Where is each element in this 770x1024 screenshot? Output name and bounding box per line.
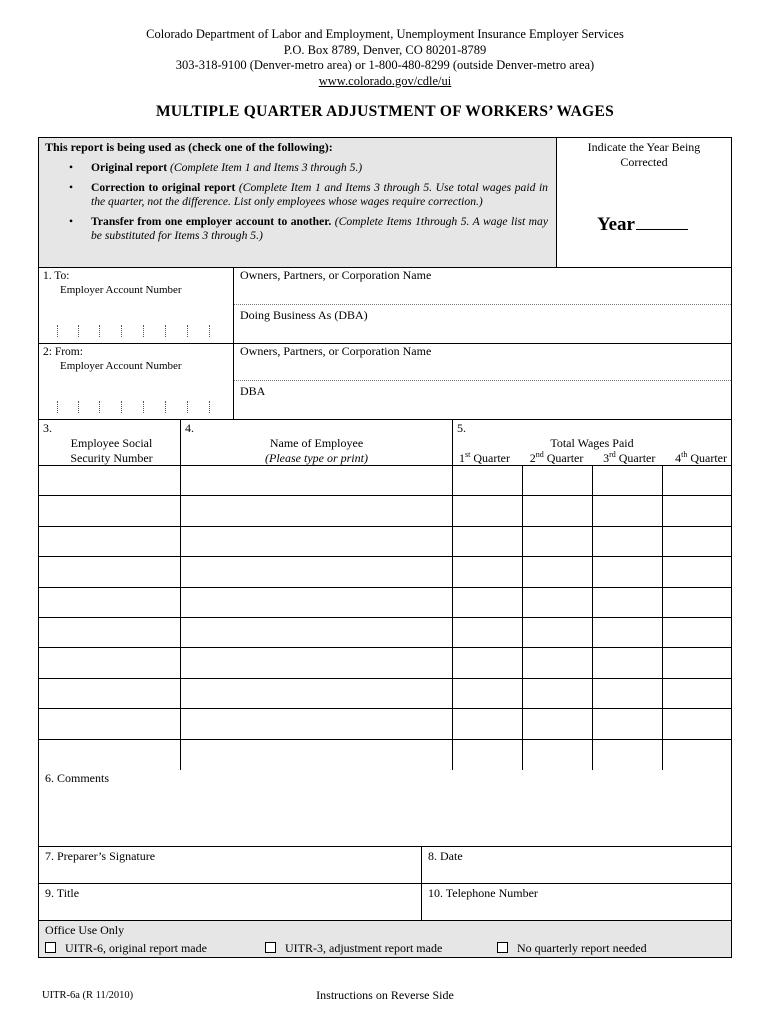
- employee-name-cell[interactable]: [181, 709, 453, 738]
- quarter-1-label: 1st Quarter: [459, 450, 510, 465]
- form-title: MULTIPLE QUARTER ADJUSTMENT OF WORKERS’ WAGES: [155, 103, 615, 120]
- year-blank[interactable]: [636, 214, 688, 230]
- quarter-1-cell[interactable]: [453, 648, 523, 677]
- table-row: [39, 588, 731, 618]
- date-label: 8. Date: [428, 848, 463, 863]
- quarter-3-cell[interactable]: [593, 679, 663, 708]
- quarter-2-cell[interactable]: [523, 527, 593, 556]
- checkbox-icon[interactable]: [45, 942, 56, 953]
- ssn-cell[interactable]: [39, 527, 181, 556]
- table-row: [39, 527, 731, 557]
- quarter-1-cell[interactable]: [453, 740, 523, 770]
- from-account-label: Employer Account Number: [60, 360, 182, 372]
- signature-label: 7. Preparer’s Signature: [45, 848, 156, 863]
- quarter-1-cell[interactable]: [453, 557, 523, 586]
- quarter-1-cell[interactable]: [453, 709, 523, 738]
- employee-name-cell[interactable]: [181, 466, 453, 495]
- to-owner-field[interactable]: [234, 268, 731, 305]
- quarter-2-cell[interactable]: [523, 679, 593, 708]
- quarter-4-cell[interactable]: [663, 709, 731, 738]
- quarter-4-cell[interactable]: [663, 496, 731, 525]
- item-4-number: 4.: [185, 421, 194, 435]
- from-owner-field[interactable]: [234, 344, 731, 381]
- quarter-3-cell[interactable]: [593, 740, 663, 770]
- agency-url[interactable]: www.colorado.gov/cdle/ui: [318, 73, 452, 88]
- office-options: [45, 940, 725, 956]
- employee-name-cell[interactable]: [181, 618, 453, 647]
- year-corrected-box: [557, 138, 731, 267]
- employee-name-cell[interactable]: [181, 527, 453, 556]
- quarter-2-cell[interactable]: [523, 648, 593, 677]
- agency-address: P.O. Box 8789, Denver, CO 80201-8789: [283, 42, 487, 57]
- ssn-cell[interactable]: [39, 648, 181, 677]
- ssn-cell[interactable]: [39, 557, 181, 586]
- ssn-cell[interactable]: [39, 496, 181, 525]
- option-correction-report[interactable]: • Correction to original report (Complete Item 1 and Items 3 through 5. Use total wages paid in the quarter, not the difference. List only employees whose wages require correction.): [69, 180, 548, 209]
- quarter-4-cell[interactable]: [663, 588, 731, 617]
- quarter-2-cell[interactable]: [523, 618, 593, 647]
- quarter-1-cell[interactable]: [453, 466, 523, 495]
- date-field[interactable]: [422, 847, 731, 883]
- employee-table-header: [39, 420, 731, 466]
- table-row: [39, 496, 731, 526]
- comments-label: 6. Comments: [45, 770, 110, 785]
- employee-name-cell[interactable]: [181, 740, 453, 770]
- quarter-4-cell[interactable]: [663, 527, 731, 556]
- year-field[interactable]: [597, 214, 688, 235]
- wages-header-label: Total Wages Paid: [550, 436, 634, 450]
- quarter-3-cell[interactable]: [593, 557, 663, 586]
- office-option-uitr6[interactable]: [45, 940, 265, 956]
- from-dba-field[interactable]: [234, 381, 731, 420]
- employee-name-cell[interactable]: [181, 588, 453, 617]
- title-label: 9. Title: [45, 885, 80, 900]
- option-original-report[interactable]: • Original report (Complete Item 1 and Items 3 through 5.): [69, 161, 363, 174]
- from-account-digit-boxes[interactable]: [57, 401, 227, 413]
- name-header-label: Name of Employee: [269, 436, 364, 450]
- instructions-note: Instructions on Reverse Side: [316, 988, 454, 1002]
- quarter-3-cell[interactable]: [593, 527, 663, 556]
- name-header: [181, 420, 453, 465]
- ssn-cell[interactable]: [39, 588, 181, 617]
- telephone-field[interactable]: [422, 884, 731, 920]
- table-row: [39, 618, 731, 648]
- office-option-uitr6-label: UITR-6, original report made: [65, 940, 207, 955]
- quarter-4-cell[interactable]: [663, 618, 731, 647]
- from-owner-label: Owners, Partners, or Corporation Name: [240, 344, 432, 358]
- ssn-cell[interactable]: [39, 740, 181, 770]
- title-row: [39, 884, 731, 921]
- form-id: UITR-6a (R 11/2010): [42, 990, 134, 1001]
- office-use-label: Office Use Only: [45, 922, 125, 937]
- from-dba-label: DBA: [240, 383, 266, 398]
- quarter-2-cell[interactable]: [523, 709, 593, 738]
- table-row: [39, 740, 731, 770]
- quarter-3-label: 3rd Quarter: [603, 450, 656, 465]
- title-field[interactable]: [39, 884, 422, 920]
- quarter-4-cell[interactable]: [663, 557, 731, 586]
- quarter-2-cell[interactable]: [523, 496, 593, 525]
- quarter-3-cell[interactable]: [593, 709, 663, 738]
- quarter-1-cell[interactable]: [453, 496, 523, 525]
- from-employer-section: [39, 344, 731, 420]
- year-hint: Indicate the Year Being: [587, 140, 701, 154]
- employee-rows: [39, 466, 731, 770]
- employee-name-cell[interactable]: [181, 496, 453, 525]
- quarter-4-label: 4th Quarter: [675, 450, 727, 465]
- office-use-section: [39, 921, 731, 957]
- checkbox-icon[interactable]: [497, 942, 508, 953]
- to-owner-label: Owners, Partners, or Corporation Name: [240, 268, 432, 282]
- table-row: [39, 466, 731, 496]
- to-account-cell[interactable]: [39, 268, 234, 343]
- item-5-number: 5.: [457, 421, 466, 435]
- employee-name-cell[interactable]: [181, 557, 453, 586]
- to-account-digit-boxes[interactable]: [57, 325, 227, 337]
- quarter-1-cell[interactable]: [453, 679, 523, 708]
- option-transfer-report[interactable]: • Transfer from one employer account to another. (Complete Items 1through 5. A wage list may be substituted for Items 3 through 5.): [69, 214, 548, 243]
- office-option-none[interactable]: [497, 940, 647, 956]
- table-row: [39, 557, 731, 587]
- to-account-label: Employer Account Number: [60, 284, 182, 296]
- ssn-cell[interactable]: [39, 618, 181, 647]
- table-row: [39, 648, 731, 678]
- bullet-icon: •: [69, 161, 74, 174]
- table-row: [39, 709, 731, 739]
- quarter-2-label: 2nd Quarter: [529, 450, 584, 465]
- employee-name-cell[interactable]: [181, 679, 453, 708]
- quarter-3-cell[interactable]: [593, 648, 663, 677]
- agency-phones: 303-318-9100 (Denver-metro area) or 1-800-480-8299 (outside Denver-metro area): [175, 58, 595, 72]
- from-label: 2: From:: [43, 346, 83, 358]
- office-option-none-label: No quarterly report needed: [517, 940, 647, 955]
- agency-name: Colorado Department of Labor and Employment, Unemployment Insurance Employer Services: [146, 27, 624, 41]
- quarter-2-cell[interactable]: [523, 588, 593, 617]
- quarter-2-cell[interactable]: [523, 557, 593, 586]
- from-account-cell[interactable]: [39, 344, 234, 419]
- agency-header: [0, 27, 770, 89]
- quarter-4-cell[interactable]: [663, 740, 731, 770]
- ssn-header: [39, 420, 181, 465]
- checkbox-icon[interactable]: [265, 942, 276, 953]
- quarter-3-cell[interactable]: [593, 618, 663, 647]
- report-type-lead: This report is being used as (check one of the following):: [45, 140, 333, 154]
- quarter-3-cell[interactable]: [593, 466, 663, 495]
- office-option-uitr3[interactable]: [265, 940, 497, 956]
- quarter-2-cell[interactable]: [523, 740, 593, 770]
- quarter-1-cell[interactable]: [453, 588, 523, 617]
- ssn-cell[interactable]: [39, 466, 181, 495]
- quarter-labels: [459, 451, 727, 466]
- item-3-number: 3.: [43, 421, 52, 435]
- name-header-hint: (Please type or print): [265, 451, 368, 465]
- to-employer-section: [39, 268, 731, 344]
- ssn-cell[interactable]: [39, 709, 181, 738]
- quarter-1-cell[interactable]: [453, 527, 523, 556]
- bullet-icon: •: [69, 180, 74, 194]
- bullet-icon: •: [69, 214, 74, 228]
- adjustment-form: [38, 137, 732, 958]
- year-hint-2: Corrected: [620, 155, 668, 169]
- quarter-3-cell[interactable]: [593, 588, 663, 617]
- ssn-cell[interactable]: [39, 679, 181, 708]
- to-dba-field[interactable]: [234, 305, 731, 344]
- report-type-options: [39, 138, 557, 267]
- to-names: [234, 268, 731, 343]
- quarter-4-cell[interactable]: [663, 679, 731, 708]
- quarter-4-cell[interactable]: [663, 648, 731, 677]
- quarter-2-cell[interactable]: [523, 466, 593, 495]
- employee-name-cell[interactable]: [181, 648, 453, 677]
- quarter-3-cell[interactable]: [593, 496, 663, 525]
- to-label: 1. To:: [43, 270, 70, 282]
- ssn-header-label: Employee Social: [70, 436, 153, 450]
- report-type-section: [39, 138, 731, 268]
- signature-row: [39, 847, 731, 884]
- wages-header: [453, 420, 731, 465]
- to-dba-label: Doing Business As (DBA): [240, 307, 368, 322]
- ssn-header-label-2: Security Number: [70, 451, 153, 465]
- from-names: [234, 344, 731, 419]
- comments-field[interactable]: [39, 770, 731, 847]
- table-row: [39, 679, 731, 709]
- office-option-uitr3-label: UITR-3, adjustment report made: [285, 940, 443, 955]
- telephone-label: 10. Telephone Number: [428, 885, 538, 900]
- year-label: Year: [597, 214, 635, 235]
- quarter-4-cell[interactable]: [663, 466, 731, 495]
- signature-field[interactable]: [39, 847, 422, 883]
- quarter-1-cell[interactable]: [453, 618, 523, 647]
